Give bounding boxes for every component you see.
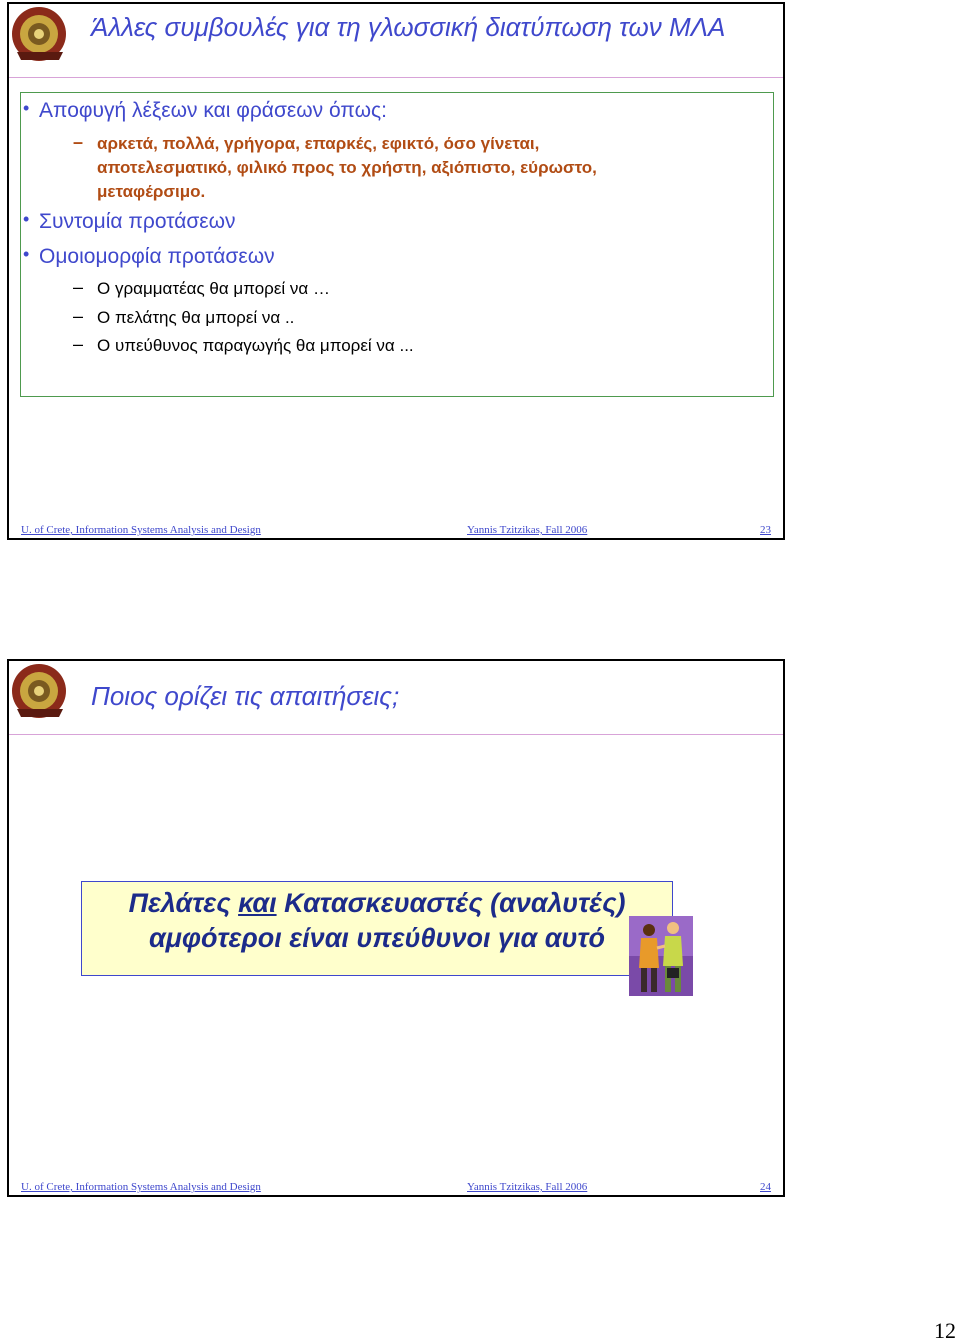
callout-box bbox=[81, 881, 673, 976]
sub-bullet-word-list bbox=[97, 132, 597, 204]
slide-footer bbox=[9, 1181, 783, 1195]
sub-bullet-customer: – Ο πελάτης θα μπορεί να .. bbox=[97, 308, 294, 328]
title-divider bbox=[9, 734, 783, 735]
word-list-line-2: αποτελεσματικό, φιλικό προς το χρήστη, αξιόπιστο, εύρωστο, bbox=[97, 158, 597, 177]
bullet-uniformity: • Ομοιομορφία προτάσεων bbox=[39, 245, 275, 269]
content-box bbox=[20, 92, 774, 397]
footer-author: Yannis Tzitzikas, Fall 2006 bbox=[467, 524, 588, 536]
university-seal-icon bbox=[9, 4, 73, 64]
callout-text bbox=[82, 886, 672, 956]
sub-bullet-production-manager: – Ο υπεύθυνος παραγωγής θα μπορεί να ... bbox=[97, 336, 414, 356]
bullet-avoid-words: • Αποφυγή λέξεων και φράσεων όπως: bbox=[39, 99, 387, 123]
footer-author: Yannis Tzitzikas, Fall 2006 bbox=[467, 1181, 588, 1193]
callout-line1-part1: Πελάτες bbox=[128, 888, 239, 918]
footer-course: U. of Crete, Information Systems Analysis and Design bbox=[21, 1181, 261, 1193]
page-number: 12 bbox=[934, 1318, 956, 1343]
footer-course: U. of Crete, Information Systems Analysis and Design bbox=[21, 524, 261, 536]
callout-underlined-word: και bbox=[238, 888, 277, 918]
handshake-figure-icon bbox=[629, 916, 693, 996]
slide-title: Ποιος ορίζει τις απαιτήσεις; bbox=[91, 681, 400, 711]
footer-slide-number: 24 bbox=[760, 1181, 771, 1193]
slide-title: Άλλες συμβουλές για τη γλωσσική διατύπωση των ΜΛΑ bbox=[91, 12, 726, 42]
callout-line2: αμφότεροι είναι υπεύθυνοι για αυτό bbox=[148, 923, 606, 953]
bullet-brevity: • Συντομία προτάσεων bbox=[39, 210, 236, 234]
footer-slide-number: 23 bbox=[760, 524, 771, 536]
word-list-line-1: αρκετά, πολλά, γρήγορα, επαρκές, εφικτό, όσο γίνεται, bbox=[97, 134, 540, 153]
university-seal-icon bbox=[9, 661, 73, 721]
slide-footer bbox=[9, 524, 783, 538]
title-divider bbox=[9, 77, 783, 78]
sub-bullet-secretary: – Ο γραμματέας θα μπορεί να … bbox=[97, 279, 330, 299]
word-list-line-3: μεταφέρσιμο. bbox=[97, 182, 206, 201]
callout-line1-part2: Κατασκευαστές (αναλυτές) bbox=[276, 888, 626, 918]
slide-24 bbox=[7, 659, 785, 1197]
slide-23 bbox=[7, 2, 785, 540]
